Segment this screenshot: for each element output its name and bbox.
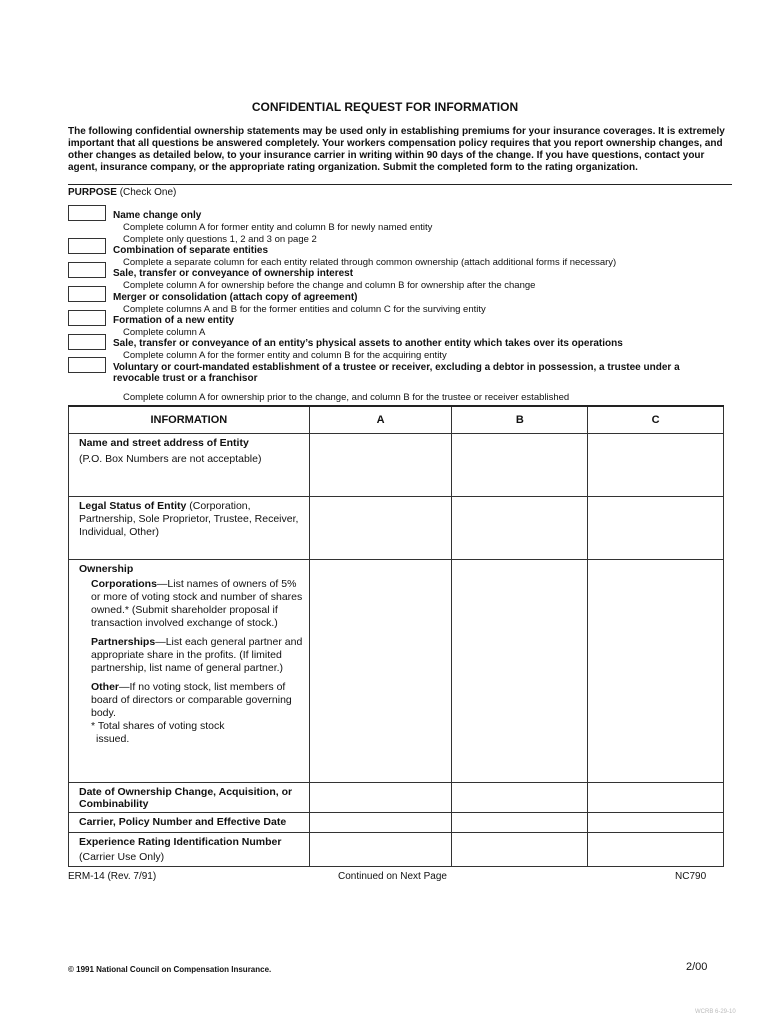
divider [68,184,732,185]
partnerships-text: —List each general partner and appropriate share in the profits. (If limited partnership, list name of general partner.) [91,636,303,674]
option-trustee: Voluntary or court-mandated establishment of a trustee or receiver, excluding a debtor in possession, a trustee under a revocable trust or a franchisor [113,362,680,384]
information-table [68,405,724,867]
checkbox-combination[interactable] [68,238,106,254]
cell-date-change-c[interactable] [588,783,724,813]
cell-name-address-a[interactable] [309,434,452,497]
cell-carrier-c[interactable] [588,813,724,833]
table-row [69,783,724,813]
cell-name-address-c[interactable] [588,434,724,497]
cell-carrier-a[interactable] [309,813,452,833]
row-label-name-address [69,434,310,497]
ownership-other [79,681,305,720]
row-note: (Carrier Use Only) [79,851,165,863]
table-row [69,813,724,833]
other-label: Other [91,681,120,693]
table-row [69,560,724,783]
cell-exp-rating-a[interactable] [309,833,452,867]
corporations-label: Corporations [91,578,157,590]
checkbox-merger[interactable] [68,286,106,302]
option-merger: Merger or consolidation (attach copy of agreement) [113,292,358,303]
checkbox-new-entity[interactable] [68,310,106,326]
row-note: (P.O. Box Numbers are not acceptable) [79,453,262,465]
page-title: CONFIDENTIAL REQUEST FOR INFORMATION [251,100,519,114]
cell-legal-status-b[interactable] [452,497,588,560]
cell-ownership-b[interactable] [452,560,588,783]
option-instruction: Complete columns A and B for the former entities and column C for the surviving entity [123,304,486,315]
cell-exp-rating-c[interactable] [588,833,724,867]
row-label-ownership [69,560,310,783]
table-row [69,833,724,867]
row-title: Ownership [79,563,134,575]
option-instruction: Complete column A [123,327,206,338]
cell-ownership-a[interactable] [309,560,452,783]
table-row [69,497,724,560]
ownership-footnote: * Total shares of voting stock [91,720,225,732]
checkbox-sale-transfer[interactable] [68,262,106,278]
table-row [69,434,724,497]
header-information: INFORMATION [69,406,310,434]
ownership-footnote: issued. [96,733,130,745]
row-note: (Corporation, Partnership, Sole Proprietor, Trustee, Receiver, Individual, Other) [79,500,299,538]
header-column-a: A [309,406,452,434]
checkbox-asset-sale[interactable] [68,334,106,350]
row-label-carrier: Carrier, Policy Number and Effective Date [69,813,310,833]
row-title: Name and street address of Entity [79,437,249,449]
cell-date-change-a[interactable] [309,783,452,813]
row-title: Experience Rating Identification Number [79,836,282,848]
option-instruction: Complete column A for ownership prior to the change, and column B for the trustee or receiver established [123,392,570,403]
form-code: NC790 [675,871,707,882]
option-sale-transfer: Sale, transfer or conveyance of ownership interest [113,268,354,279]
header-column-b: B [452,406,588,434]
option-instruction: Complete column A for ownership before the change and column B for ownership after the change [123,280,536,291]
wcrb-stamp: WCRB 6-29-10 [695,1009,736,1015]
cell-legal-status-a[interactable] [309,497,452,560]
intro-paragraph: The following confidential ownership statements may be used only in establishing premiums for your insurance coverages. It is extremely important that all questions be answered completely. Your workers compensation policy requires that you report ownership changes, and other changes as detailed below, to your insurance carrier in writing within 90 days of the change. If you have questions, contact your agent, insurance company, or the appropriate rating organization. Submit the completed form to the rating organization. [68,126,725,173]
table-header-row [69,406,724,434]
row-title: Legal Status of Entity [79,500,187,512]
form-id: ERM-14 (Rev. 7/91) [68,871,157,882]
copyright: © 1991 National Council on Compensation Insurance. [68,965,272,974]
option-instruction: Complete a separate column for each entity related through common ownership (attach additional forms if necessary) [123,257,617,268]
ownership-corporations [79,578,305,630]
option-combination: Combination of separate entities [113,245,269,256]
option-asset-sale: Sale, transfer or conveyance of an entity’s physical assets to another entity which takes over its operations [113,338,623,349]
purpose-hint: (Check One) [119,187,177,198]
option-name-change: Name change only [113,210,202,221]
corporations-text: —List names of owners of 5% or more of voting stock and number of shares owned.* (Submit shareholder proposal if transaction involved exchange of stock.) [91,578,303,629]
checkbox-trustee[interactable] [68,357,106,373]
revision-date: 2/00 [686,961,708,973]
option-instruction: Complete only questions 1, 2 and 3 on page 2 [123,234,317,245]
purpose-label: PURPOSE [68,187,117,198]
cell-legal-status-c[interactable] [588,497,724,560]
row-label-legal-status [69,497,310,560]
continued-note: Continued on Next Page [338,871,447,882]
cell-name-address-b[interactable] [452,434,588,497]
cell-carrier-b[interactable] [452,813,588,833]
row-label-date-change: Date of Ownership Change, Acquisition, or Combinability [69,783,310,813]
checkbox-name-change[interactable] [68,205,106,221]
option-instruction: Complete column A for former entity and column B for newly named entity [123,222,433,233]
option-new-entity: Formation of a new entity [113,315,235,326]
row-label-exp-rating [69,833,310,867]
other-text: —If no voting stock, list members of board of directors or comparable governing body. [91,681,292,719]
cell-exp-rating-b[interactable] [452,833,588,867]
cell-date-change-b[interactable] [452,783,588,813]
partnerships-label: Partnerships [91,636,156,648]
purpose-heading [68,187,176,198]
ownership-partnerships [79,636,305,675]
header-column-c: C [588,406,724,434]
option-instruction: Complete column A for the former entity and column B for the acquiring entity [123,350,447,361]
cell-ownership-c[interactable] [588,560,724,783]
